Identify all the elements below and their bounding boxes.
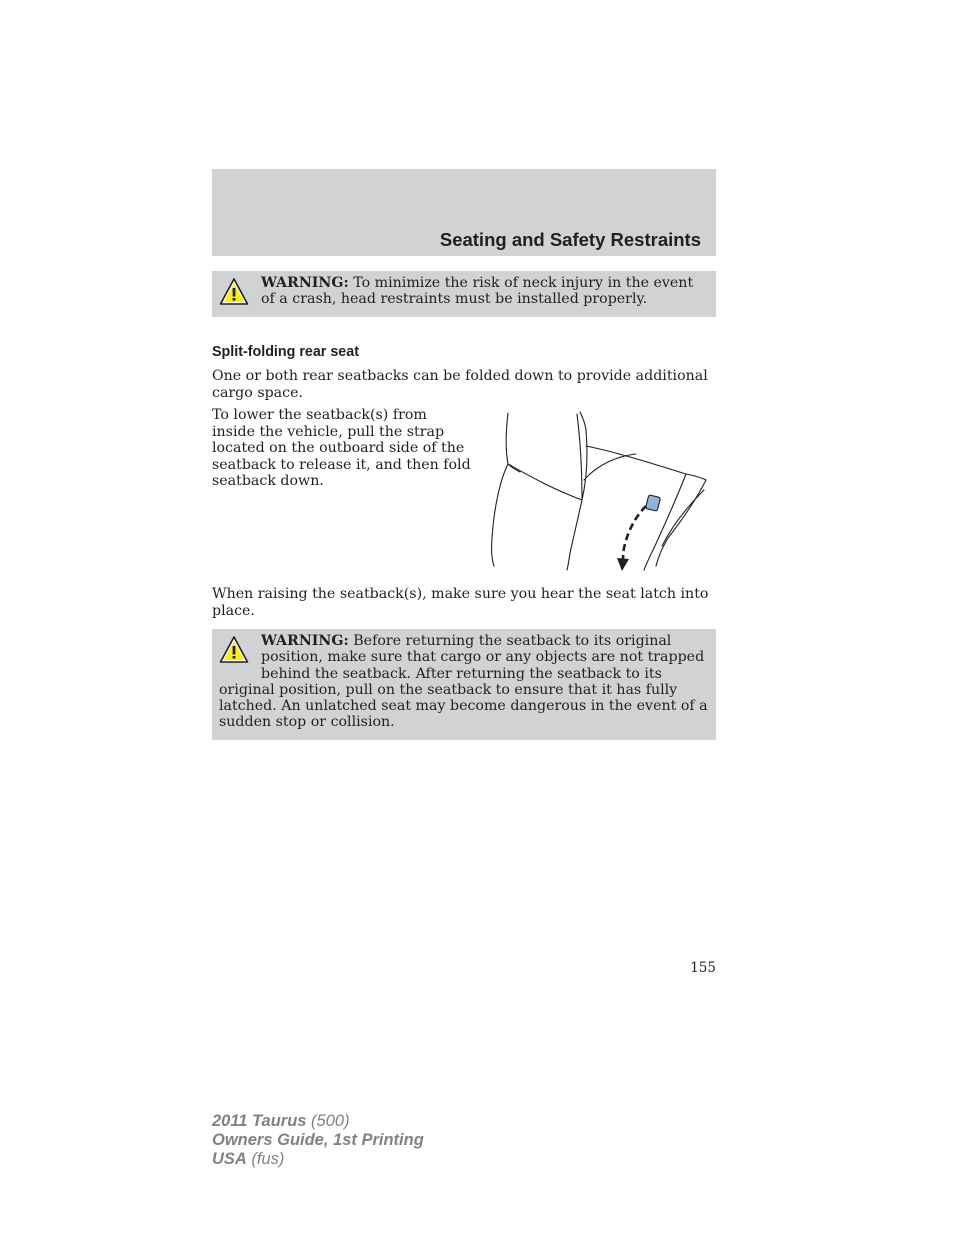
- footer-model: 2011 Taurus: [212, 1112, 307, 1130]
- warning-text: Before returning the seatback to its original position, make sure that cargo or any objects are not trapped behind the seatback. After returning the seatback to its original position, pull on the seatback to ensure that it has fully latched. An unlatched seat may become dangerous in the event of a sudden stop or collision.: [219, 633, 708, 731]
- warning-box-seatback-latch: [212, 629, 716, 740]
- paragraph-intro: One or both rear seatbacks can be folded down to provide additional cargo space.: [212, 368, 708, 401]
- footer-guide-edition: Owners Guide, 1st Printing: [212, 1131, 424, 1149]
- warning-label: WARNING:: [261, 275, 349, 291]
- paragraph-raise-seatback: When raising the seatback(s), make sure you hear the seat latch into place.: [212, 586, 709, 619]
- section-title: Seating and Safety Restraints: [439, 229, 701, 250]
- document-footer: [212, 1112, 424, 1169]
- warning-box-head-restraints: [212, 271, 716, 317]
- footer-market-code: (fus): [246, 1150, 285, 1168]
- warning-triangle-icon: [219, 635, 249, 665]
- footer-line-model: [212, 1112, 424, 1131]
- rear-seat-strap-illustration: [486, 408, 716, 574]
- warning-label: WARNING:: [261, 633, 349, 649]
- section-header-band: [212, 169, 716, 256]
- page-number: 155: [690, 960, 716, 976]
- footer-model-code: (500): [306, 1112, 350, 1130]
- warning-triangle-icon: [219, 277, 249, 307]
- warning-text: To minimize the risk of neck injury in the event of a crash, head restraints must be installed properly.: [261, 275, 694, 308]
- paragraph-lower-seatback: To lower the seatback(s) from inside the vehicle, pull the strap located on the outboard side of the seatback to release it, and then fold seatback down.: [212, 407, 471, 489]
- footer-line-market: [212, 1150, 424, 1169]
- section-heading: Split-folding rear seat: [212, 344, 359, 360]
- footer-market: USA: [212, 1150, 247, 1168]
